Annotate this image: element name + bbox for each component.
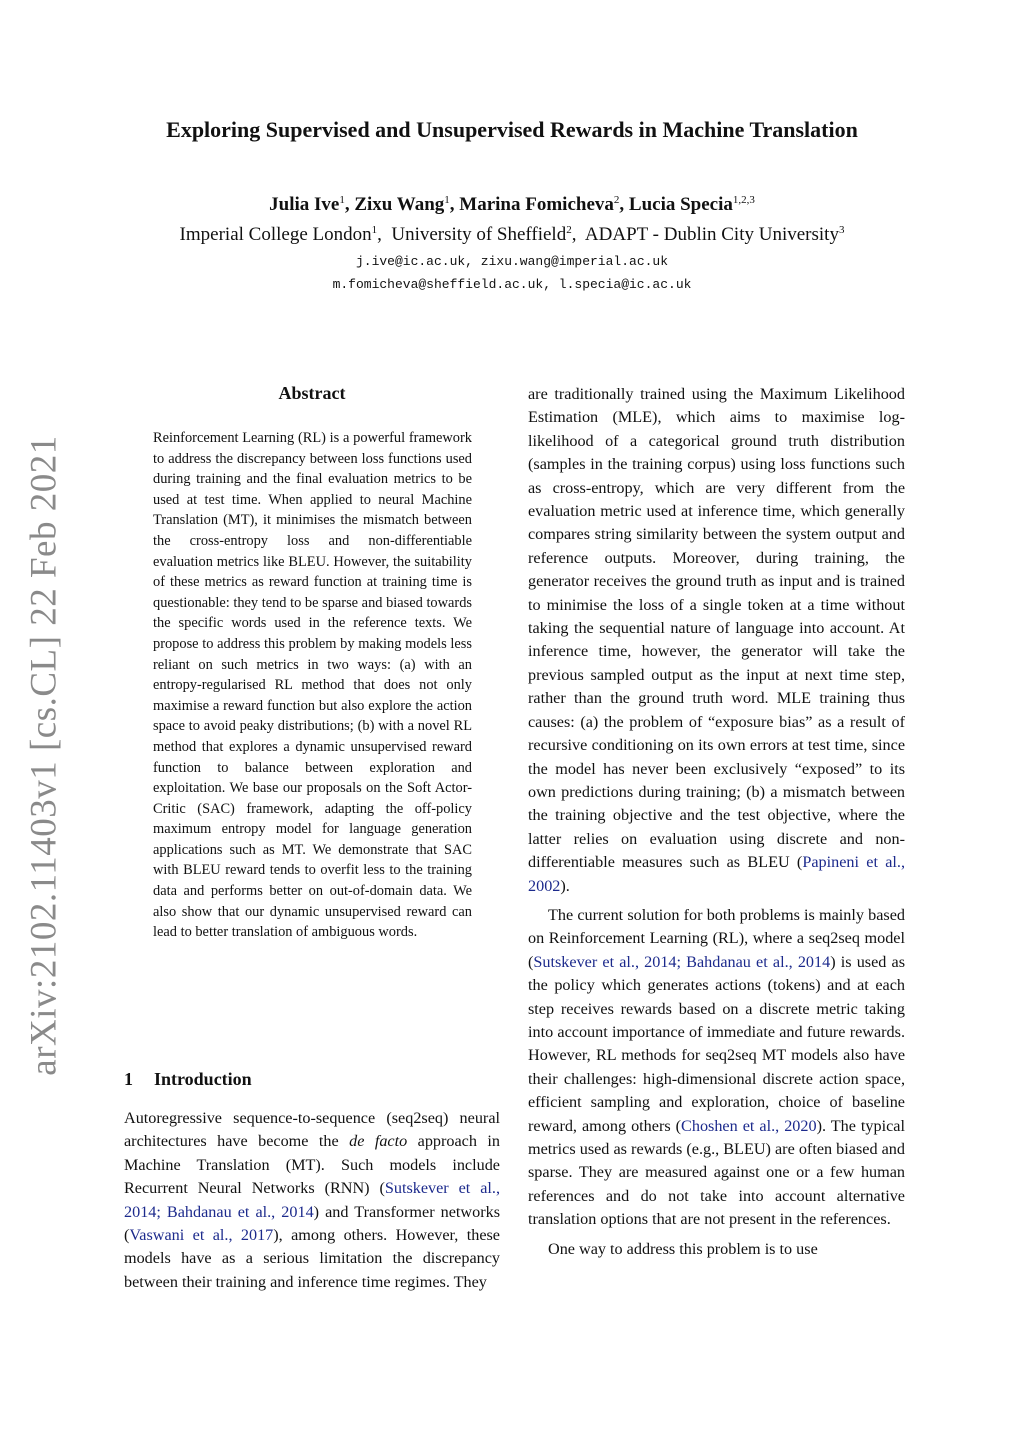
text-emphasis: de facto [349,1132,408,1151]
text-run: ) is used as the policy which generates actions (tokens) and at each step receives rewards based on a discrete metric taking into account importance of immediate and future rewards. However, RL methods for seq2seq MT models also have their challenges: high-dimensional discrete action space, efficient sampling and exploration, choice of baseline reward, among others ( [528,952,906,1135]
author-name: Marina Fomicheva [459,194,614,215]
text-run: ). The typical metrics used as rewards (e.g., BLEU) are often biased and sparse. They are measured against one or a few human references and do not take into account alternative translation options that are not present in the references. [528,1116,905,1229]
affiliation-mark: 3 [838,224,845,236]
section-title: Introduction [154,1069,252,1089]
section-heading [124,1069,252,1090]
section-number: 1 [124,1069,133,1089]
affiliation-mark: 2 [566,224,572,236]
affiliation: Imperial College London [179,224,372,245]
body-paragraph [528,904,905,1232]
text-run: Autoregressive sequence-to-sequence (seq2seq) neural architectures have become the [124,1109,500,1151]
author-affil-mark: 1 [339,194,345,206]
text-run: ). [560,876,570,895]
text-run: ), among others. However, these models have as a serious limitation the discrepancy between their training and inference time regimes. They [124,1226,500,1291]
text-run: are traditionally trained using the Maximum Likelihood Estimation (MLE), which aims to maximise log-likelihood of a categorical ground truth distribution (samples in the training corpus) using loss functions such as cross-entropy, which are very different from the evaluation metric used at inference time, which generally compares string similarity between the system output and reference outputs. Moreover, during training, the generator receives the ground truth as input and is trained to minimise the loss of a single token at a time without taking the sequential nature of language into account. At inference time, however, the generator will take the previous sampled output as the input at next time step, rather than the ground truth word. MLE training thus causes: (a) the problem of “exposure bias” as a result of recursive conditioning on its own errors at test time, since the model has never been exclusively “exposed” to its own predictions during training; (b) a mismatch between the training objective and the test objective, where the latter relies on evaluation using discrete and non-differentiable measures such as BLEU ( [528,385,905,872]
text-run: ) and Transformer networks ( [124,1202,500,1245]
abstract-text: Reinforcement Learning (RL) is a powerful framework to address the discrepancy between loss functions used during training and the final evaluation metrics to be used at test time. When applied to neural Machine Translation (MT), it minimises the mismatch between the cross-entropy loss and non-differentiable evaluation metrics like BLEU. However, the suitability of these metrics as reward function at training time is questionable: they tend to be sparse and biased towards the specific words used in the reference texts. We propose to address this problem by making models less reliant on such metrics in two ways: (a) with an entropy-regularised RL method that does not only maximise a reward function but also explore the action space to avoid peaky distributions; (b) with a novel RL method that explores a dynamic unsupervised reward function to balance between exploration and exploitation. We base our proposals on the Soft Actor-Critic (SAC) framework, adapting the off-policy maximum entropy model for language generation applications such as MT. We demonstrate that SAC with BLEU reward tends to overfit less to the training data and performs better on out-of-domain data. We also show that our dynamic unsupervised reward can lead to better translation of ambiguous words. [153,430,472,941]
body-paragraph: One way to address this problem is to use [548,1239,818,1258]
body-paragraph [528,383,905,898]
arxiv-stamp [18,434,70,1076]
citation-link[interactable]: Papineni et al., 2002 [528,853,905,895]
affiliation-list: Imperial College London$^1$, University of Sheffield$^2$, ADAPT - Dublin City University$^3$ [179,224,845,245]
text-run: approach in Machine Translation (MT). Such models include Recurrent Neural Networks (RNN) ( [124,1132,500,1198]
author-name: Zixu Wang [354,194,445,215]
affiliation-mark: 1 [371,224,378,236]
email-line: m.fomicheva@sheffield.ac.uk, l.specia@ic.ac.uk [332,277,692,292]
affiliation: ADAPT - Dublin City University [584,224,839,245]
paper-title: Exploring Supervised and Unsupervised Rewards in Machine Translation [166,117,858,142]
citation-link[interactable]: Sutskever et al., 2014; Bahdanau et al., 2014 [124,1179,500,1221]
author-list: Julia Ive$^1$, Zixu Wang$^1$, Marina Fomicheva$^2$, Lucia Specia$^{1,2,3}$ [269,194,755,215]
author-name: Julia Ive [269,194,340,215]
author-affil-mark: 2 [613,194,620,206]
right-column [528,383,905,1261]
text-run: The current solution for both problems is mainly based on Reinforcement Learning (RL), where a seq2seq model ( [528,905,905,971]
intro-paragraph [124,1107,500,1294]
citation-link[interactable]: Vaswani et al., 2017 [129,1226,274,1245]
email-line: j.ive@ic.ac.uk, zixu.wang@imperial.ac.uk [355,254,669,269]
citation-link[interactable]: Choshen et al., 2020 [681,1116,817,1135]
citation-link[interactable]: Sutskever et al., 2014; Bahdanau et al., 2014 [533,952,831,971]
author-affil-mark: 1,2,3 [732,194,755,206]
arxiv-id: arXiv:2102.11403v1 [cs.CL] 22 Feb 2021 [23,434,65,1076]
author-name: Lucia Specia [628,194,733,215]
author-affil-mark: 1 [444,194,450,206]
affiliation: University of Sheffield [391,224,567,245]
abstract-heading: Abstract [278,383,346,403]
